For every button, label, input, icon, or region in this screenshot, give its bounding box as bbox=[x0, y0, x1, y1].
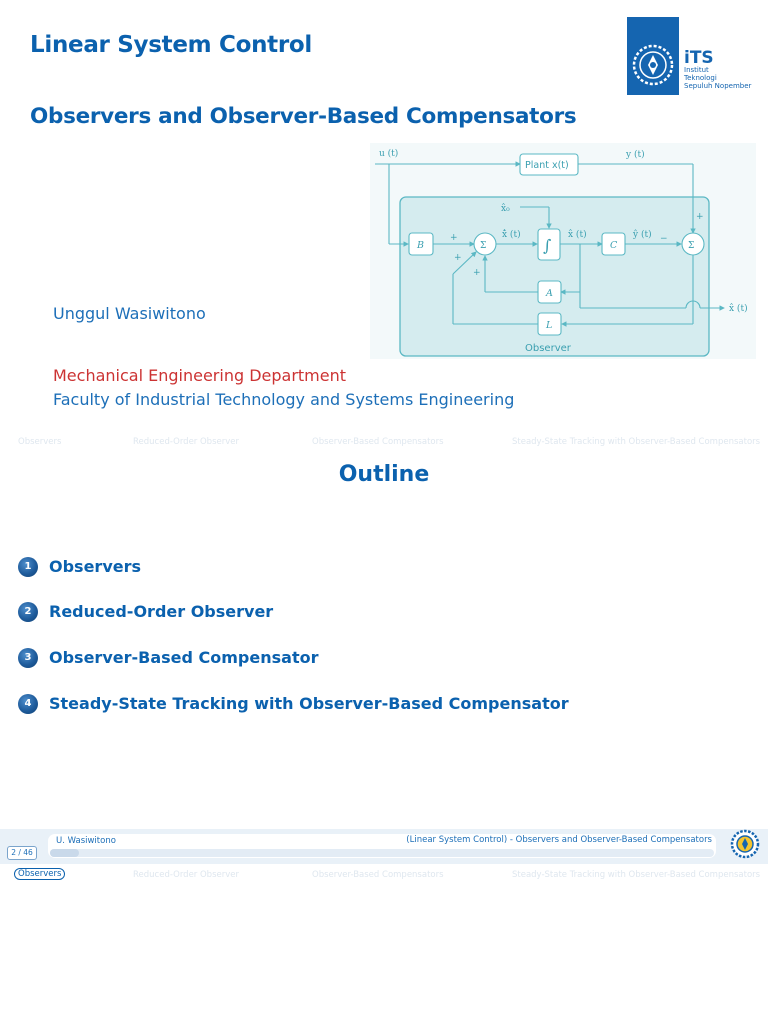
progress-bar-fill bbox=[50, 849, 79, 857]
observer-block-diagram bbox=[370, 143, 756, 359]
output-label: y (t) bbox=[626, 150, 645, 160]
its-logo-graphic bbox=[626, 17, 756, 95]
footer-author: U. Wasiwitono bbox=[56, 836, 116, 846]
outline-number-2: 2 bbox=[18, 602, 38, 622]
progress-bar[interactable] bbox=[50, 849, 714, 857]
plus-sign-a: + bbox=[473, 268, 481, 278]
input-label: u (t) bbox=[379, 149, 399, 159]
logo-name: iTS bbox=[684, 48, 714, 68]
department-name: Mechanical Engineering Department bbox=[53, 366, 347, 385]
nav-top-observers[interactable]: Observers bbox=[18, 437, 62, 447]
plus-sign-output: + bbox=[696, 212, 704, 222]
lecture-title: Observers and Observer-Based Compensators bbox=[30, 104, 577, 129]
plant-label: Plant x(t) bbox=[525, 160, 569, 171]
outline-title: Outline bbox=[338, 462, 430, 487]
footer-title: (Linear System Control) - Observers and Observer-Based Compensators bbox=[406, 835, 712, 845]
logo-line3: Sepuluh Nopember bbox=[684, 82, 752, 90]
minus-sign: − bbox=[660, 234, 668, 244]
observer-diagram-svg bbox=[370, 143, 756, 359]
faculty-name: Faculty of Industrial Technology and Systems Engineering bbox=[53, 390, 515, 409]
outline-number-1: 1 bbox=[18, 557, 38, 577]
nav-bottom-compensators[interactable]: Observer-Based Compensators bbox=[312, 870, 444, 880]
plus-sign-b: + bbox=[450, 233, 458, 243]
xhat-dot-label: x̂̇ (t) bbox=[502, 230, 521, 240]
yhat-label: ŷ (t) bbox=[633, 230, 652, 240]
outline-label-3: Observer-Based Compensator bbox=[49, 648, 319, 667]
integrator-label: ∫ bbox=[543, 236, 552, 255]
logo-line2: Teknologi bbox=[684, 74, 717, 82]
nav-top-reduced-order[interactable]: Reduced-Order Observer bbox=[133, 437, 239, 447]
x0-label: x̂₀ bbox=[501, 204, 510, 214]
block-b-label: B bbox=[417, 240, 424, 251]
outline-label-4: Steady-State Tracking with Observer-Based Compensator bbox=[49, 694, 569, 713]
page-number: 2 / 46 bbox=[7, 846, 37, 860]
sum-1-label: Σ bbox=[480, 241, 487, 251]
plus-sign-l: + bbox=[454, 253, 462, 263]
nav-top-tracking[interactable]: Steady-State Tracking with Observer-Based Compensators bbox=[512, 437, 761, 447]
nav-bottom-tracking[interactable]: Steady-State Tracking with Observer-Based Compensators bbox=[512, 870, 761, 880]
outline-label-1: Observers bbox=[49, 557, 142, 576]
sum-2-label: Σ bbox=[688, 241, 695, 251]
block-a-label: A bbox=[546, 288, 553, 299]
block-c-label: C bbox=[610, 240, 618, 251]
course-title: Linear System Control bbox=[30, 32, 312, 58]
section-nav-top bbox=[0, 437, 768, 451]
nav-top-compensators[interactable]: Observer-Based Compensators bbox=[312, 437, 444, 447]
author-name: Unggul Wasiwitono bbox=[53, 304, 206, 323]
outline-number-3: 3 bbox=[18, 648, 38, 668]
its-logo bbox=[626, 17, 756, 95]
section-nav-bottom bbox=[0, 870, 768, 884]
xhat-output-label: x̂ (t) bbox=[729, 304, 748, 314]
outline-number-4: 4 bbox=[18, 694, 38, 714]
outline-label-2: Reduced-Order Observer bbox=[49, 602, 274, 621]
its-emblem-icon bbox=[730, 829, 760, 859]
logo-line1: Institut bbox=[684, 66, 709, 74]
observer-label: Observer bbox=[525, 343, 571, 354]
xhat-label: x̂ (t) bbox=[568, 230, 587, 240]
its-emblem-graphic bbox=[730, 829, 760, 859]
block-l-label: L bbox=[546, 320, 553, 331]
nav-bottom-reduced-order[interactable]: Reduced-Order Observer bbox=[133, 870, 239, 880]
nav-bottom-observers[interactable]: Observers bbox=[14, 868, 65, 880]
